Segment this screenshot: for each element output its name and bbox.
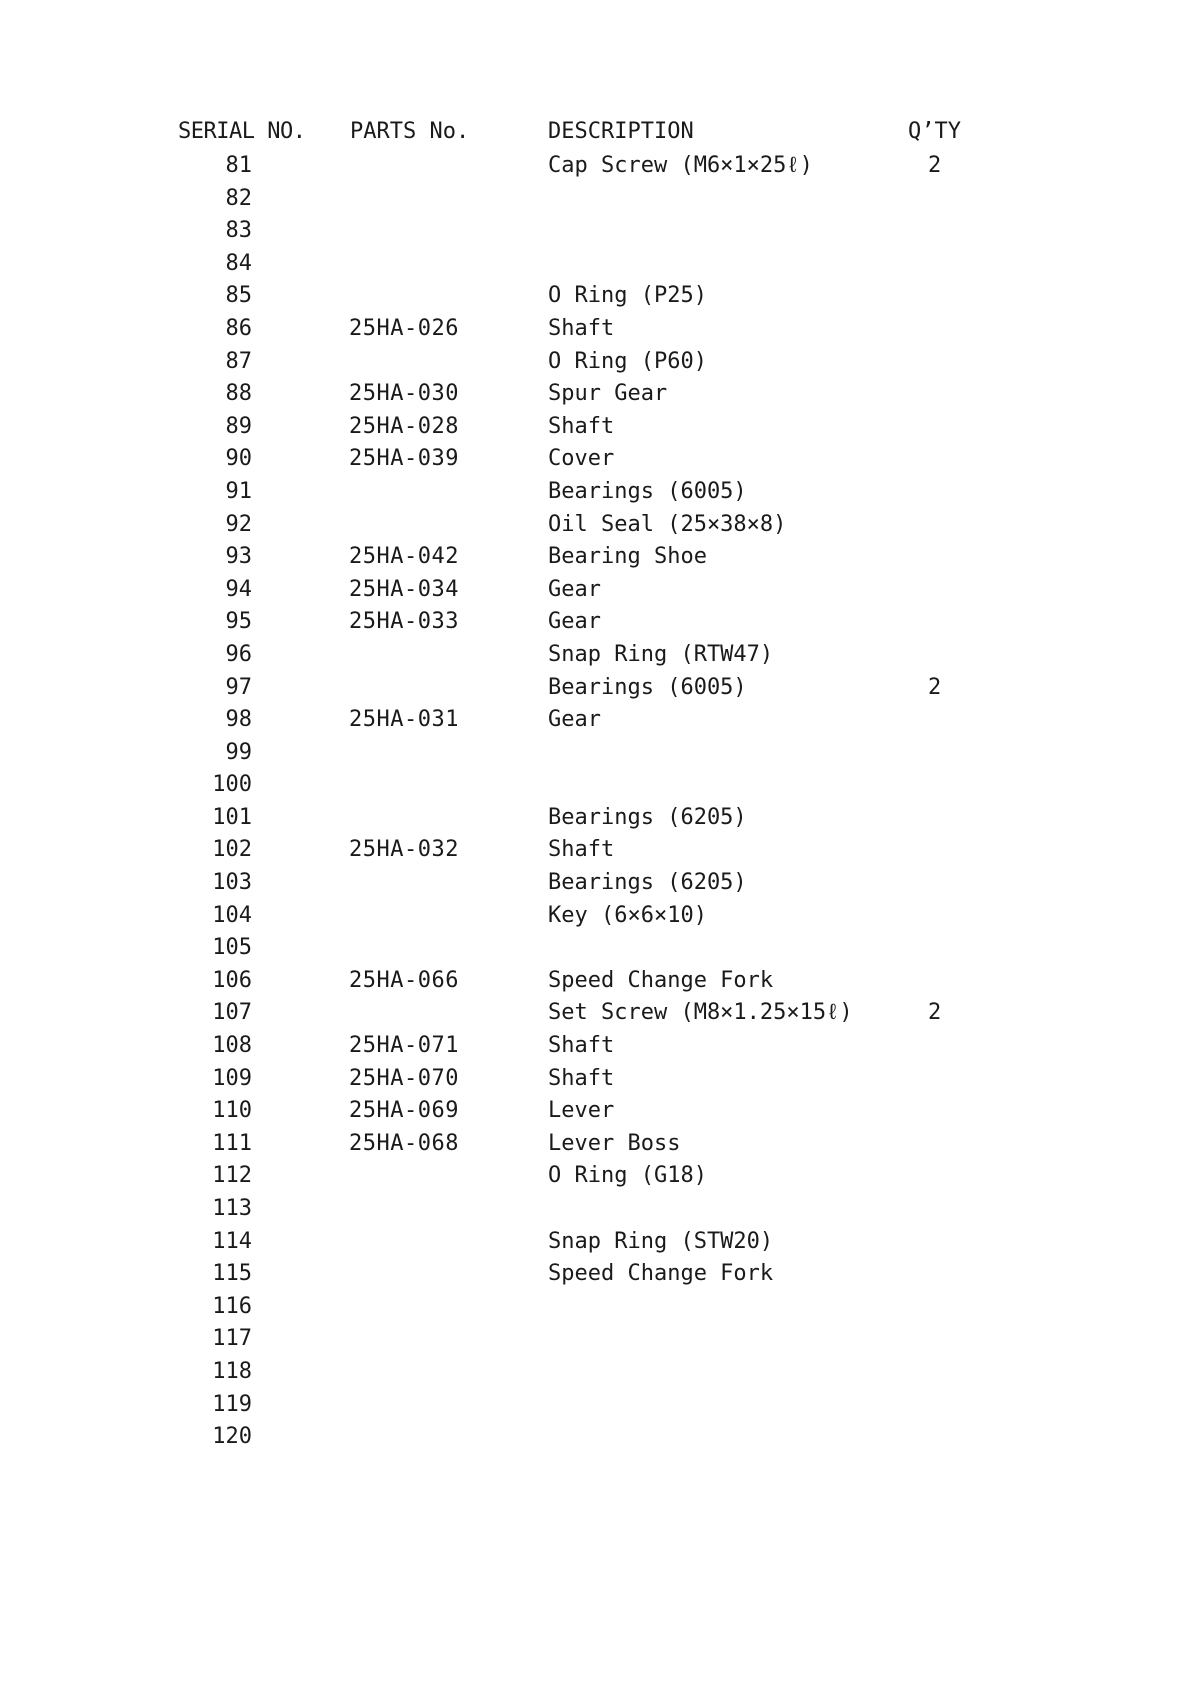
serial-no-cell: 87	[225, 348, 252, 374]
serial-no-cell: 84	[225, 250, 252, 276]
parts-no-cell: 25HA-034	[349, 576, 459, 602]
description-cell: Bearings (6205)	[548, 870, 747, 896]
table-row	[0, 1226, 1192, 1259]
serial-no-cell: 102	[212, 837, 252, 863]
serial-no-cell: 114	[212, 1228, 252, 1254]
serial-no-cell: 89	[225, 413, 252, 439]
serial-no-cell: 110	[212, 1098, 252, 1124]
table-row	[0, 1323, 1192, 1356]
serial-no-cell: 120	[212, 1424, 252, 1450]
table-row	[0, 1193, 1192, 1226]
serial-no-cell: 100	[212, 772, 252, 798]
description-cell: Bearings (6205)	[548, 804, 747, 830]
serial-no-cell: 109	[212, 1065, 252, 1091]
serial-no-cell: 86	[225, 315, 252, 341]
table-row	[0, 1030, 1192, 1063]
table-row	[0, 737, 1192, 770]
description-cell: Key (6×6×10)	[548, 902, 707, 928]
description-cell: Lever Boss	[548, 1130, 681, 1156]
description-cell: Oil Seal (25×38×8)	[548, 511, 787, 537]
header-description: DESCRIPTION	[548, 119, 694, 144]
serial-no-cell: 103	[212, 870, 252, 896]
parts-no-cell: 25HA-028	[349, 413, 459, 439]
serial-no-cell: 85	[225, 283, 252, 309]
parts-no-cell: 25HA-042	[349, 544, 459, 570]
description-cell: Gear	[548, 576, 601, 602]
serial-no-cell: 106	[212, 967, 252, 993]
serial-no-cell: 93	[225, 544, 252, 570]
serial-no-cell: 88	[225, 381, 252, 407]
description-cell: Cap Screw (M6×1×25ℓ)	[548, 153, 813, 178]
table-row	[0, 443, 1192, 476]
description-cell: Shaft	[548, 413, 615, 439]
parts-no-cell: 25HA-026	[349, 315, 459, 341]
description-cell: Gear	[548, 609, 601, 635]
serial-no-cell: 118	[212, 1358, 252, 1384]
description-cell: Bearings (6005)	[548, 674, 747, 700]
header-qty: Q’TY	[908, 119, 961, 144]
serial-no-cell: 115	[212, 1261, 252, 1287]
serial-no-cell: 107	[212, 1000, 252, 1026]
serial-no-cell: 117	[212, 1326, 252, 1352]
table-row	[0, 183, 1192, 216]
table-row	[0, 574, 1192, 607]
serial-no-cell: 105	[212, 935, 252, 961]
parts-no-cell: 25HA-039	[349, 446, 459, 472]
table-row	[0, 769, 1192, 802]
serial-no-cell: 96	[225, 641, 252, 667]
table-row	[0, 1160, 1192, 1193]
description-cell: Shaft	[548, 1065, 615, 1091]
table-row	[0, 1258, 1192, 1291]
table-row	[0, 639, 1192, 672]
table-row	[0, 346, 1192, 379]
description-cell: Shaft	[548, 315, 615, 341]
parts-no-cell: 25HA-071	[349, 1033, 459, 1059]
description-cell: Shaft	[548, 837, 615, 863]
parts-no-cell: 25HA-030	[349, 381, 459, 407]
table-row	[0, 150, 1192, 183]
serial-no-cell: 116	[212, 1293, 252, 1319]
description-cell: Speed Change Fork	[548, 967, 774, 993]
table-row	[0, 313, 1192, 346]
table-row	[0, 378, 1192, 411]
description-cell: Snap Ring (STW20)	[548, 1228, 774, 1254]
table-row	[0, 704, 1192, 737]
table-row	[0, 672, 1192, 705]
parts-no-cell: 25HA-070	[349, 1065, 459, 1091]
description-cell: Bearings (6005)	[548, 478, 747, 504]
serial-no-cell: 81	[225, 153, 252, 178]
table-row	[0, 997, 1192, 1030]
table-header	[0, 116, 1192, 148]
table-row	[0, 1291, 1192, 1324]
serial-no-cell: 111	[212, 1130, 252, 1156]
description-cell: Set Screw (M8×1.25×15ℓ)	[548, 1000, 853, 1026]
header-parts-no: PARTS No.	[350, 119, 470, 144]
serial-no-cell: 82	[225, 185, 252, 211]
serial-no-cell: 113	[212, 1196, 252, 1221]
table-row	[0, 834, 1192, 867]
table-row	[0, 411, 1192, 444]
parts-no-cell: 25HA-032	[349, 837, 459, 863]
serial-no-cell: 91	[225, 478, 252, 504]
serial-no-cell: 108	[212, 1033, 252, 1059]
serial-no-cell: 104	[212, 902, 252, 928]
parts-no-cell: 25HA-069	[349, 1098, 459, 1124]
serial-no-cell: 112	[212, 1163, 252, 1189]
description-cell: O Ring (P25)	[548, 283, 707, 309]
parts-table-body	[0, 150, 1192, 1454]
serial-no-cell: 119	[212, 1391, 252, 1417]
table-row	[0, 606, 1192, 639]
table-row	[0, 1063, 1192, 1096]
serial-no-cell: 83	[225, 218, 252, 244]
description-cell: Shaft	[548, 1033, 615, 1059]
parts-no-cell: 25HA-033	[349, 609, 459, 635]
table-row	[0, 1128, 1192, 1161]
table-row	[0, 1095, 1192, 1128]
table-row	[0, 541, 1192, 574]
table-row	[0, 1421, 1192, 1454]
table-row	[0, 802, 1192, 835]
description-cell: Gear	[548, 707, 601, 733]
description-cell: Bearing Shoe	[548, 544, 707, 570]
table-row	[0, 867, 1192, 900]
serial-no-cell: 90	[225, 446, 252, 472]
parts-no-cell: 25HA-066	[349, 967, 459, 993]
serial-no-cell: 99	[225, 739, 252, 765]
qty-cell: 2	[928, 153, 942, 178]
header-serial-no: SERIAL NO.	[178, 119, 306, 144]
description-cell: Cover	[548, 446, 615, 472]
serial-no-cell: 95	[225, 609, 252, 635]
table-row	[0, 932, 1192, 965]
description-cell: Speed Change Fork	[548, 1261, 774, 1287]
serial-no-cell: 94	[225, 576, 252, 602]
description-cell: O Ring (P60)	[548, 348, 707, 374]
table-row	[0, 900, 1192, 933]
table-row	[0, 476, 1192, 509]
table-row	[0, 280, 1192, 313]
qty-cell: 2	[928, 674, 942, 700]
description-cell: O Ring (G18)	[548, 1163, 707, 1189]
description-cell: Lever	[548, 1098, 615, 1124]
table-row	[0, 1389, 1192, 1422]
parts-no-cell: 25HA-068	[349, 1130, 459, 1156]
serial-no-cell: 101	[212, 804, 252, 830]
serial-no-cell: 98	[225, 707, 252, 733]
table-row	[0, 1356, 1192, 1389]
description-cell: Snap Ring (RTW47)	[548, 641, 774, 667]
serial-no-cell: 97	[225, 674, 252, 700]
description-cell: Spur Gear	[548, 381, 668, 407]
table-row	[0, 248, 1192, 281]
qty-cell: 2	[928, 1000, 942, 1026]
parts-no-cell: 25HA-031	[349, 707, 459, 733]
table-row	[0, 965, 1192, 998]
serial-no-cell: 92	[225, 511, 252, 537]
table-row	[0, 509, 1192, 542]
table-row	[0, 215, 1192, 248]
